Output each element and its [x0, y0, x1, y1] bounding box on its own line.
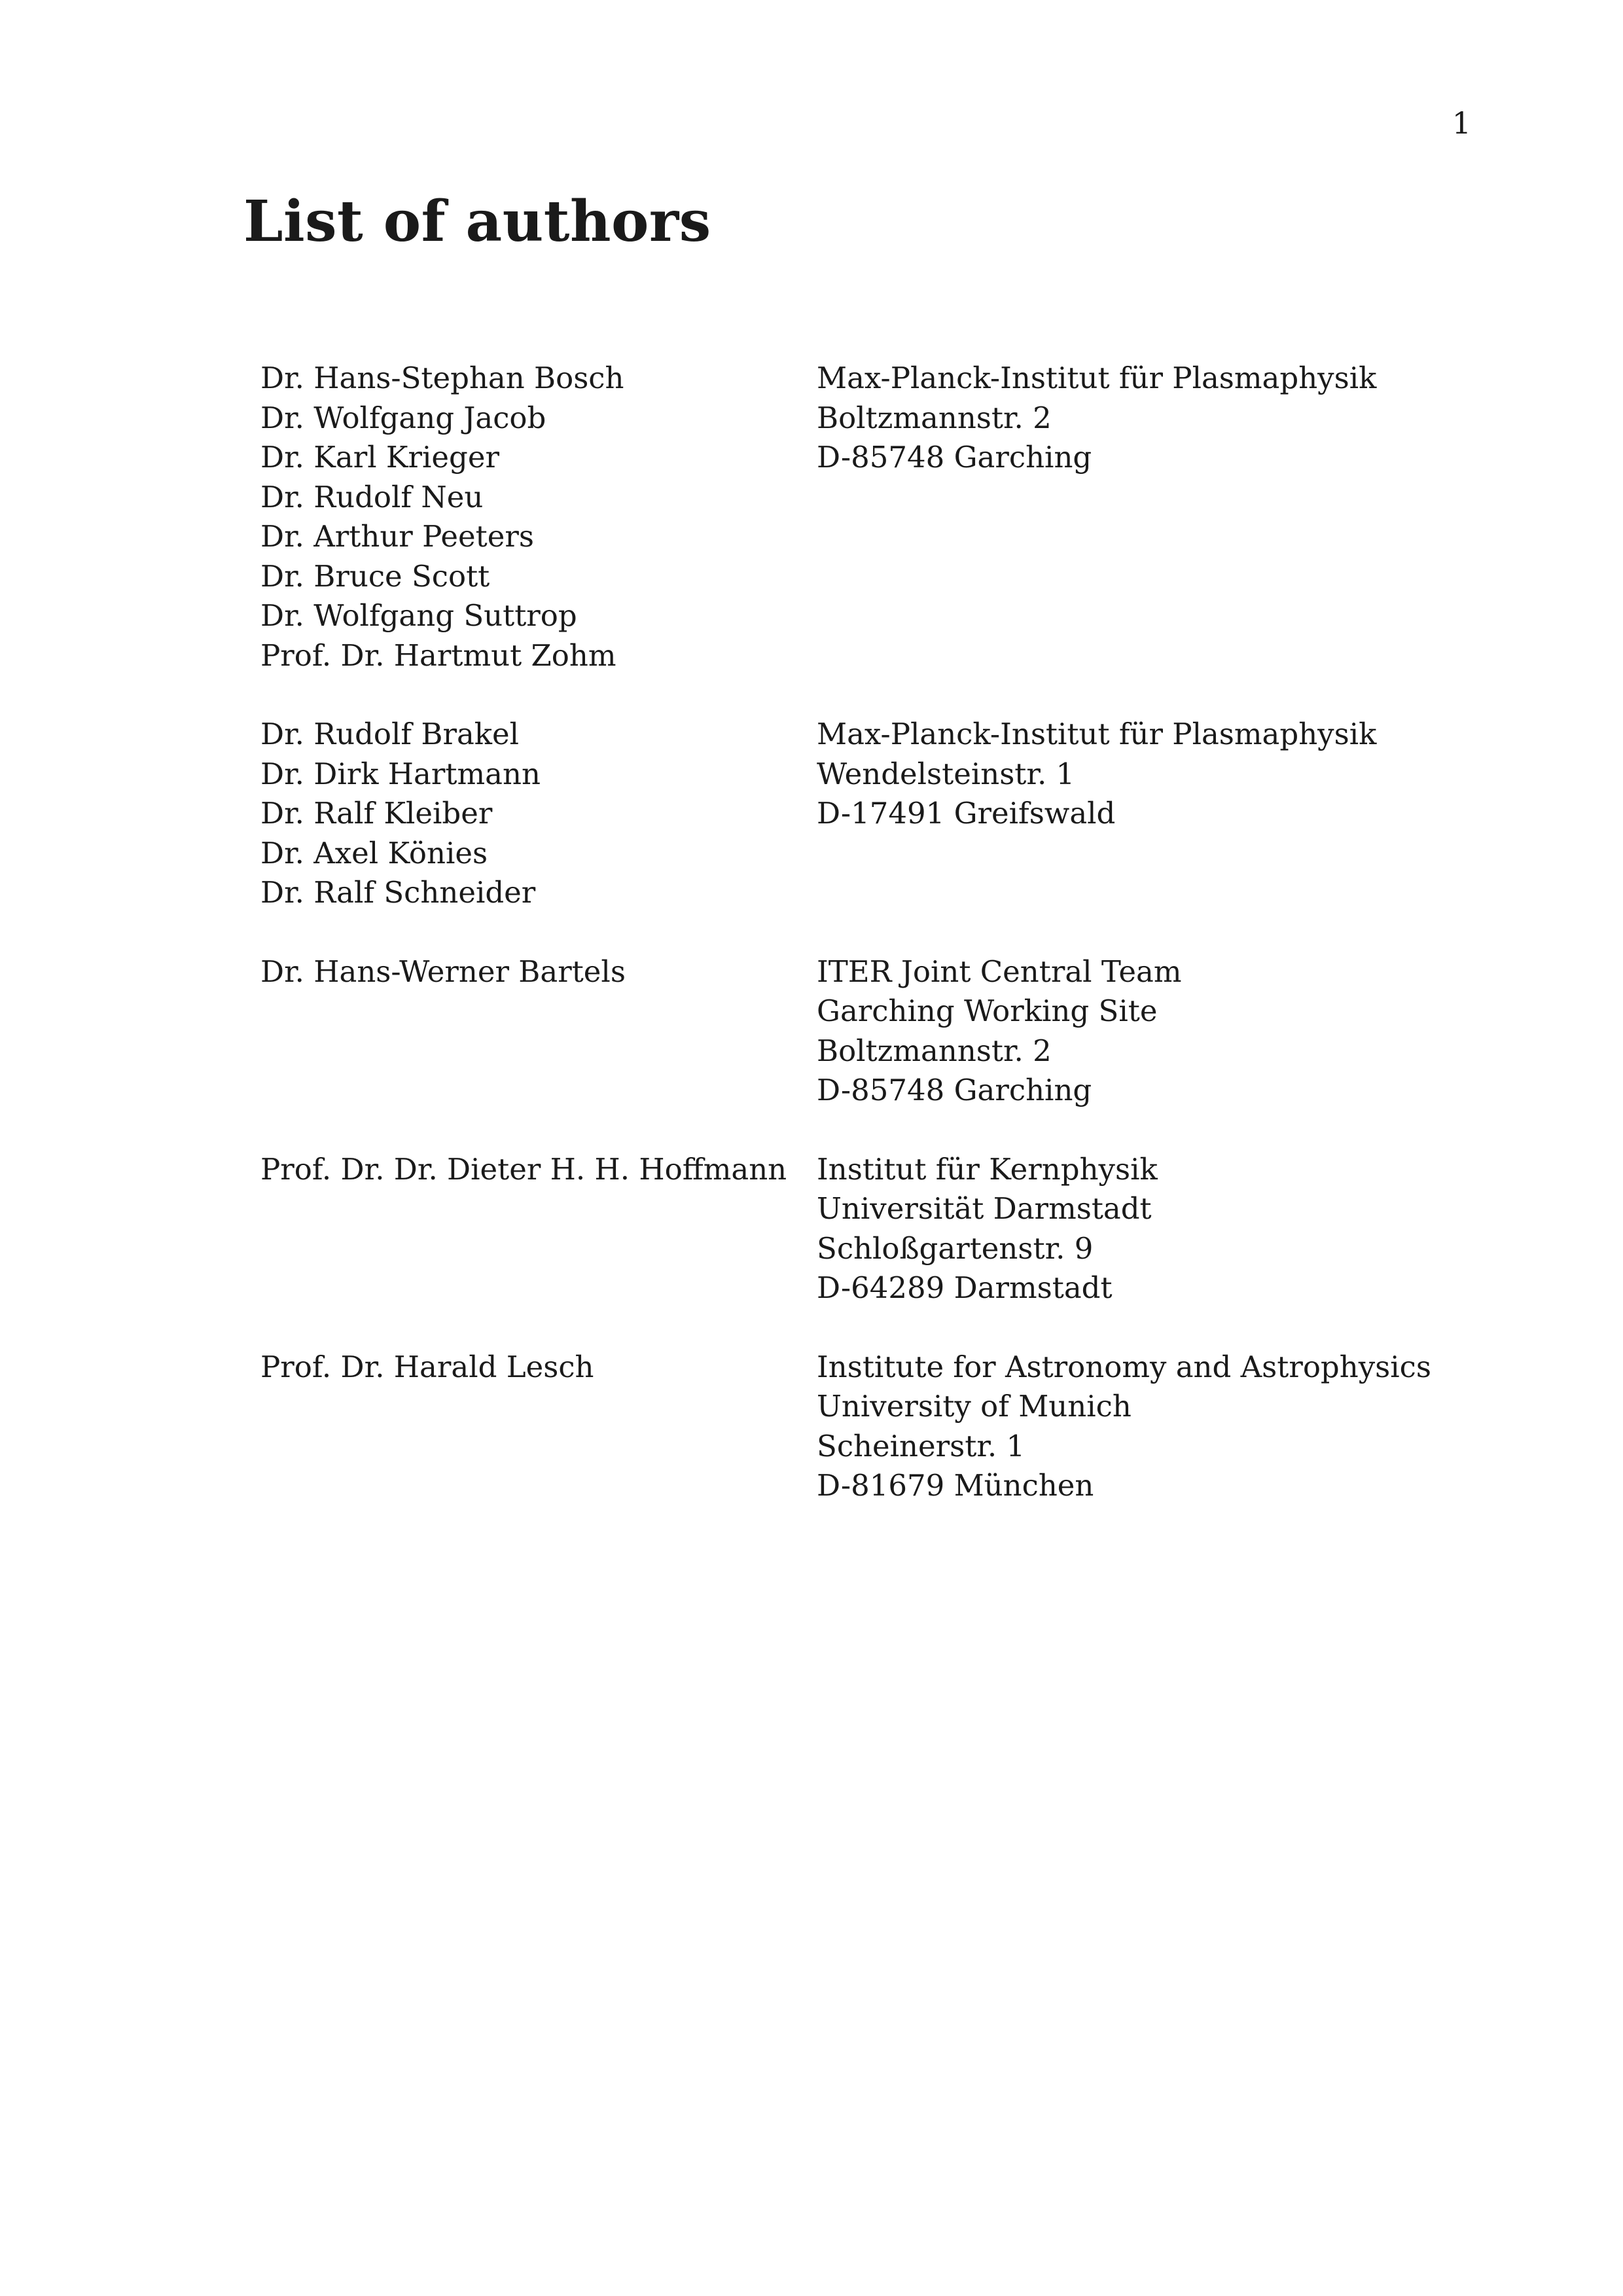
author-name: Dr. Wolfgang Jacob [260, 400, 546, 435]
affiliation-line: Institut für Kernphysik [817, 1151, 1158, 1187]
author-group [260, 1150, 1504, 1308]
author-name: Dr. Hans-Werner Bartels [260, 954, 626, 989]
author-name: Dr. Rudolf Brakel [260, 717, 520, 751]
author-name: Prof. Dr. Hartmut Zohm [260, 637, 616, 673]
author-name: Dr. Wolfgang Suttrop [260, 598, 577, 633]
author-group [260, 952, 1504, 1111]
author-names [260, 1150, 817, 1308]
page-number: 1 [1452, 105, 1471, 141]
author-group [260, 1348, 1504, 1506]
author-groups [260, 359, 1504, 1545]
author-name: Prof. Dr. Harald Lesch [260, 1349, 594, 1384]
author-names [260, 359, 817, 675]
author-name: Dr. Arthur Peeters [260, 519, 534, 554]
affiliation-address [817, 359, 1376, 675]
affiliation-address [817, 1150, 1158, 1308]
affiliation-line: Schloßgartenstr. 9 [817, 1230, 1094, 1266]
author-name: Dr. Rudolf Neu [260, 479, 484, 514]
affiliation-line: Wendelsteinstr. 1 [817, 756, 1075, 791]
affiliation-address [817, 952, 1182, 1111]
author-group [260, 359, 1504, 675]
author-name: Dr. Ralf Kleiber [260, 796, 493, 831]
affiliation-line: D-85748 Garching [817, 440, 1092, 475]
author-name: Dr. Bruce Scott [260, 558, 490, 594]
affiliation-address [817, 1348, 1431, 1506]
affiliation-line: Garching Working Site [817, 994, 1158, 1028]
author-names [260, 1348, 817, 1506]
author-names [260, 715, 817, 913]
affiliation-line: ITER Joint Central Team [817, 954, 1182, 989]
affiliation-line: D-81679 München [817, 1468, 1094, 1503]
affiliation-line: Scheinerstr. 1 [817, 1428, 1026, 1463]
author-name: Dr. Ralf Schneider [260, 875, 536, 910]
author-name: Prof. Dr. Dr. Dieter H. H. Hoffmann [260, 1151, 787, 1187]
page-title: List of authors [243, 188, 711, 255]
author-name: Dr. Hans-Stephan Bosch [260, 361, 624, 395]
affiliation-line: Institute for Astronomy and Astrophysics [817, 1349, 1431, 1384]
affiliation-line: Boltzmannstr. 2 [817, 400, 1052, 435]
affiliation-address [817, 715, 1376, 913]
author-name: Dr. Karl Krieger [260, 440, 500, 475]
author-group [260, 715, 1504, 913]
affiliation-line: D-17491 Greifswald [817, 796, 1116, 831]
affiliation-line: D-64289 Darmstadt [817, 1270, 1113, 1305]
affiliation-line: Boltzmannstr. 2 [817, 1033, 1052, 1068]
affiliation-line: Max-Planck-Institut für Plasmaphysik [817, 717, 1377, 751]
author-name: Dr. Axel Könies [260, 835, 488, 870]
affiliation-line: D-85748 Garching [817, 1073, 1092, 1107]
affiliation-line: University of Munich [817, 1389, 1132, 1424]
author-name: Dr. Dirk Hartmann [260, 756, 541, 791]
affiliation-line: Max-Planck-Institut für Plasmaphysik [817, 361, 1377, 395]
affiliation-line: Universität Darmstadt [817, 1191, 1152, 1226]
author-names [260, 952, 817, 1111]
